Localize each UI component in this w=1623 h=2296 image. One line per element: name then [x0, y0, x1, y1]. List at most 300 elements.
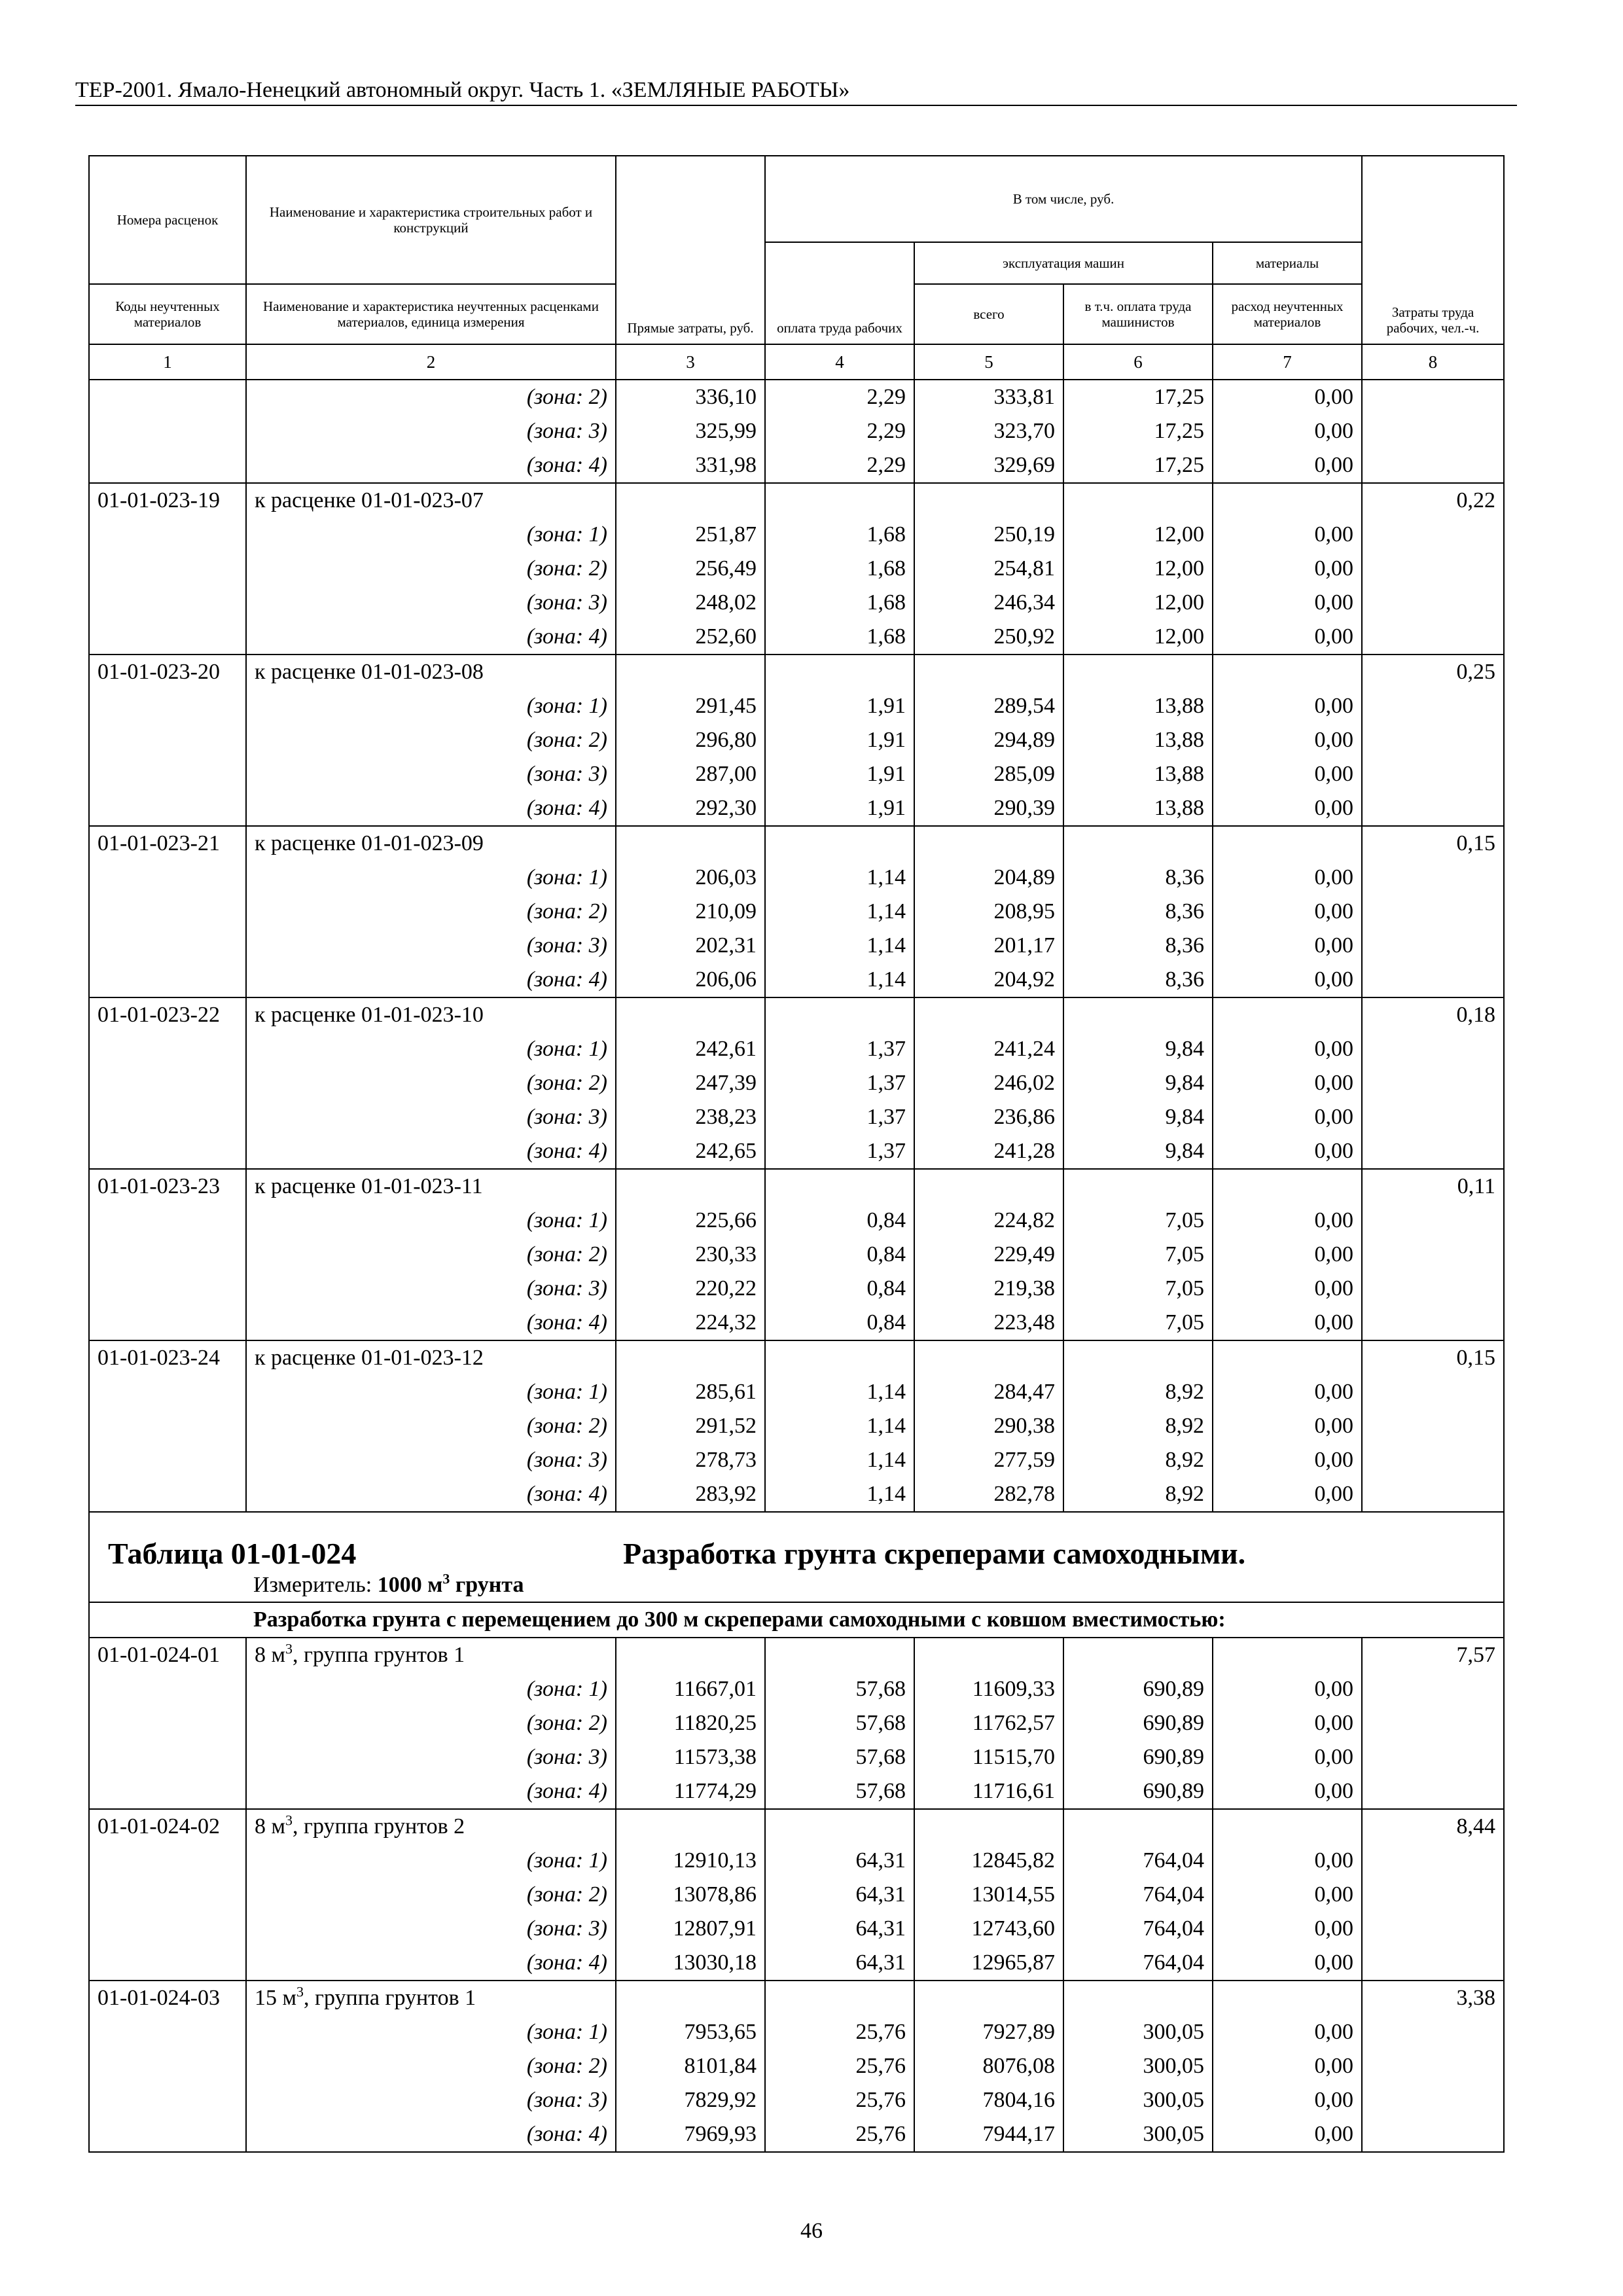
- measure-value: [378, 1573, 524, 1597]
- empty-cell: [1362, 1706, 1504, 1740]
- empty-cell: [914, 1169, 1063, 1204]
- zone-label: (зона: 1): [246, 689, 616, 723]
- direct-costs-value: 202,31: [616, 929, 765, 963]
- machinists-value: 12,00: [1063, 552, 1213, 586]
- empty-cell: [765, 1169, 914, 1204]
- wages-value: 1,14: [765, 929, 914, 963]
- zone-row: [89, 1238, 1504, 1272]
- materials-value: 0,00: [1213, 552, 1362, 586]
- machines-value: 290,39: [914, 791, 1063, 826]
- zone-row: [89, 1032, 1504, 1066]
- rate-name-text: 15 м: [255, 1986, 297, 2010]
- labor-cost: 3,38: [1362, 1981, 1504, 2015]
- machinists-value: 300,05: [1063, 2015, 1213, 2049]
- machinists-value: 764,04: [1063, 1912, 1213, 1946]
- empty-cell: [914, 483, 1063, 518]
- materials-value: 0,00: [1213, 963, 1362, 997]
- header-name-work: Наименование и характеристика строительных работ и конструкций: [246, 156, 616, 284]
- zone-label: (зона: 3): [246, 1100, 616, 1134]
- machines-value: 219,38: [914, 1272, 1063, 1306]
- empty-cell: [89, 1774, 246, 1809]
- empty-cell: [1362, 1443, 1504, 1477]
- empty-cell: [89, 1409, 246, 1443]
- page-number: 46: [800, 2219, 823, 2243]
- direct-costs-value: 251,87: [616, 518, 765, 552]
- zone-row: [89, 1706, 1504, 1740]
- empty-cell: [89, 1306, 246, 1340]
- empty-cell: [616, 826, 765, 861]
- empty-cell: [765, 1638, 914, 1672]
- materials-value: 0,00: [1213, 929, 1362, 963]
- wages-value: 57,68: [765, 1740, 914, 1774]
- empty-cell: [1362, 2015, 1504, 2049]
- rate-row: [89, 1981, 1504, 2015]
- materials-value: 0,00: [1213, 791, 1362, 826]
- machines-value: 241,28: [914, 1134, 1063, 1169]
- machines-value: 284,47: [914, 1375, 1063, 1409]
- header-labor: Затраты труда рабочих, чел.-ч.: [1362, 156, 1504, 344]
- materials-value: 0,00: [1213, 1238, 1362, 1272]
- rates-table-body: [89, 156, 1504, 2152]
- empty-cell: [89, 723, 246, 757]
- machines-value: 7927,89: [914, 2015, 1063, 2049]
- rate-name: к расценке 01-01-023-12: [246, 1340, 616, 1375]
- direct-costs-value: 242,65: [616, 1134, 765, 1169]
- rate-name: к расценке 01-01-023-08: [246, 655, 616, 689]
- column-number-5: 5: [914, 344, 1063, 380]
- zone-label: (зона: 3): [246, 1443, 616, 1477]
- direct-costs-value: 13030,18: [616, 1946, 765, 1981]
- wages-value: 1,14: [765, 1477, 914, 1512]
- materials-value: 0,00: [1213, 518, 1362, 552]
- zone-label: (зона: 1): [246, 518, 616, 552]
- empty-cell: [1213, 1340, 1362, 1375]
- empty-cell: [1362, 861, 1504, 895]
- direct-costs-value: 291,52: [616, 1409, 765, 1443]
- materials-value: 0,00: [1213, 2117, 1362, 2152]
- materials-value: 0,00: [1213, 1844, 1362, 1878]
- empty-cell: [1063, 483, 1213, 518]
- rate-code: 01-01-023-23: [89, 1169, 246, 1204]
- empty-cell: [89, 1375, 246, 1409]
- zone-row: [89, 1100, 1504, 1134]
- labor-cost: 0,18: [1362, 997, 1504, 1032]
- table-title-row: [89, 1512, 1504, 1571]
- empty-cell: [89, 1740, 246, 1774]
- direct-costs-value: 11774,29: [616, 1774, 765, 1809]
- empty-cell: [1362, 757, 1504, 791]
- empty-cell: [89, 552, 246, 586]
- column-numbers-row: [89, 344, 1504, 380]
- empty-cell: [89, 1272, 246, 1306]
- empty-cell: [1063, 1169, 1213, 1204]
- machines-value: 246,34: [914, 586, 1063, 620]
- materials-value: 0,00: [1213, 620, 1362, 655]
- empty-cell: [1362, 552, 1504, 586]
- zone-label: (зона: 1): [246, 1204, 616, 1238]
- empty-cell: [1362, 414, 1504, 448]
- zone-label: (зона: 2): [246, 552, 616, 586]
- empty-cell: [1213, 1169, 1362, 1204]
- rate-name: к расценке 01-01-023-10: [246, 997, 616, 1032]
- zone-row: [89, 414, 1504, 448]
- rate-name: [246, 1638, 616, 1672]
- empty-cell: [89, 1706, 246, 1740]
- direct-costs-value: 296,80: [616, 723, 765, 757]
- zone-row: [89, 1946, 1504, 1981]
- empty-cell: [1213, 1638, 1362, 1672]
- empty-cell: [89, 895, 246, 929]
- column-number-2: 2: [246, 344, 616, 380]
- machines-value: 8076,08: [914, 2049, 1063, 2083]
- empty-cell: [1362, 2083, 1504, 2117]
- rate-code: 01-01-023-21: [89, 826, 246, 861]
- direct-costs-value: 331,98: [616, 448, 765, 483]
- direct-costs-value: 12807,91: [616, 1912, 765, 1946]
- direct-costs-value: 224,32: [616, 1306, 765, 1340]
- empty-cell: [1362, 1844, 1504, 1878]
- zone-label: (зона: 4): [246, 791, 616, 826]
- header-machines: эксплуатация машин: [914, 242, 1213, 284]
- empty-cell: [616, 483, 765, 518]
- machinists-value: 8,92: [1063, 1443, 1213, 1477]
- empty-cell: [616, 1340, 765, 1375]
- zone-label: (зона: 2): [246, 2049, 616, 2083]
- machines-value: 204,92: [914, 963, 1063, 997]
- machines-value: 254,81: [914, 552, 1063, 586]
- zone-label: (зона: 2): [246, 723, 616, 757]
- machinists-value: 690,89: [1063, 1774, 1213, 1809]
- zone-row: [89, 1134, 1504, 1169]
- empty-cell: [1213, 997, 1362, 1032]
- empty-cell: [89, 1134, 246, 1169]
- wages-value: 25,76: [765, 2015, 914, 2049]
- wages-value: 1,37: [765, 1032, 914, 1066]
- direct-costs-value: 287,00: [616, 757, 765, 791]
- empty-cell: [914, 1340, 1063, 1375]
- zone-label: (зона: 3): [246, 1740, 616, 1774]
- wages-value: 64,31: [765, 1844, 914, 1878]
- zone-label: (зона: 4): [246, 1306, 616, 1340]
- zone-label: (зона: 4): [246, 448, 616, 483]
- direct-costs-value: 11667,01: [616, 1672, 765, 1706]
- direct-costs-value: 230,33: [616, 1238, 765, 1272]
- empty-cell: [1362, 791, 1504, 826]
- empty-cell: [616, 1981, 765, 2015]
- machines-value: 277,59: [914, 1443, 1063, 1477]
- empty-cell: [765, 826, 914, 861]
- zone-label: (зона: 1): [246, 1672, 616, 1706]
- materials-value: 0,00: [1213, 1375, 1362, 1409]
- direct-costs-value: 285,61: [616, 1375, 765, 1409]
- machinists-value: 7,05: [1063, 1238, 1213, 1272]
- table-subtitle: Разработка грунта с перемещением до 300 м скреперами самоходными с ковшом вместимостью:: [89, 1602, 1504, 1638]
- materials-value: 0,00: [1213, 586, 1362, 620]
- direct-costs-value: 256,49: [616, 552, 765, 586]
- empty-cell: [1362, 1477, 1504, 1512]
- direct-costs-value: 283,92: [616, 1477, 765, 1512]
- labor-cost: 7,57: [1362, 1638, 1504, 1672]
- empty-cell: [616, 997, 765, 1032]
- zone-label: (зона: 1): [246, 1032, 616, 1066]
- machinists-value: 8,36: [1063, 861, 1213, 895]
- measure-row: [89, 1571, 1504, 1602]
- empty-cell: [89, 861, 246, 895]
- table-title-cell: [89, 1512, 1504, 1571]
- zone-label: (зона: 4): [246, 2117, 616, 2152]
- empty-cell: [1213, 1981, 1362, 2015]
- wages-value: 2,29: [765, 380, 914, 414]
- zone-row: [89, 2015, 1504, 2049]
- empty-cell: [1063, 997, 1213, 1032]
- wages-value: 1,37: [765, 1100, 914, 1134]
- column-number-7: 7: [1213, 344, 1362, 380]
- empty-cell: [89, 689, 246, 723]
- rate-code: 01-01-024-01: [89, 1638, 246, 1672]
- empty-cell: [1362, 620, 1504, 655]
- labor-cost: 0,25: [1362, 655, 1504, 689]
- direct-costs-value: 238,23: [616, 1100, 765, 1134]
- machinists-value: 8,92: [1063, 1409, 1213, 1443]
- rate-row: [89, 1638, 1504, 1672]
- direct-costs-value: 248,02: [616, 586, 765, 620]
- zone-row: [89, 620, 1504, 655]
- wages-value: 0,84: [765, 1306, 914, 1340]
- direct-costs-value: 336,10: [616, 380, 765, 414]
- wages-value: 64,31: [765, 1878, 914, 1912]
- labor-cost: 0,11: [1362, 1169, 1504, 1204]
- zone-label: (зона: 3): [246, 586, 616, 620]
- measure-superscript: 3: [442, 1571, 450, 1587]
- empty-cell: [1362, 1134, 1504, 1169]
- machinists-value: 9,84: [1063, 1032, 1213, 1066]
- empty-cell: [1213, 483, 1362, 518]
- materials-value: 0,00: [1213, 1774, 1362, 1809]
- empty-cell: [1362, 586, 1504, 620]
- machinists-value: 300,05: [1063, 2083, 1213, 2117]
- empty-cell: [1362, 1912, 1504, 1946]
- materials-value: 0,00: [1213, 1740, 1362, 1774]
- zone-label: (зона: 2): [246, 1066, 616, 1100]
- materials-value: 0,00: [1213, 1477, 1362, 1512]
- empty-cell: [914, 826, 1063, 861]
- machinists-value: 9,84: [1063, 1066, 1213, 1100]
- rate-row: [89, 997, 1504, 1032]
- materials-value: 0,00: [1213, 380, 1362, 414]
- zone-row: [89, 791, 1504, 826]
- header-name-materials: Наименование и характеристика неучтенных расценками материалов, единица измерения: [246, 284, 616, 344]
- wages-value: 1,91: [765, 689, 914, 723]
- table-section-title: Разработка грунта скреперами самоходными.: [623, 1537, 1246, 1570]
- wages-value: 1,37: [765, 1066, 914, 1100]
- direct-costs-value: 325,99: [616, 414, 765, 448]
- empty-cell: [89, 1066, 246, 1100]
- empty-cell: [89, 2049, 246, 2083]
- zone-row: [89, 929, 1504, 963]
- empty-cell: [89, 414, 246, 448]
- empty-cell: [1063, 1981, 1213, 2015]
- empty-cell: [89, 1946, 246, 1981]
- zone-label: (зона: 2): [246, 380, 616, 414]
- rate-name: [246, 1981, 616, 2015]
- machines-value: 333,81: [914, 380, 1063, 414]
- empty-cell: [765, 997, 914, 1032]
- empty-cell: [89, 2083, 246, 2117]
- zone-row: [89, 2083, 1504, 2117]
- empty-cell: [914, 1809, 1063, 1844]
- rate-name-text: 8 м: [255, 1814, 286, 1839]
- materials-value: 0,00: [1213, 1100, 1362, 1134]
- wages-value: 57,68: [765, 1672, 914, 1706]
- empty-cell: [1063, 1340, 1213, 1375]
- empty-cell: [914, 1981, 1063, 2015]
- rate-code: 01-01-024-02: [89, 1809, 246, 1844]
- wages-value: 1,68: [765, 586, 914, 620]
- column-number-8: 8: [1362, 344, 1504, 380]
- zone-row: [89, 1477, 1504, 1512]
- direct-costs-value: 11820,25: [616, 1706, 765, 1740]
- direct-costs-value: 7969,93: [616, 2117, 765, 2152]
- measure-cell: [89, 1571, 1504, 1602]
- rates-table-wrapper: [88, 155, 1503, 2153]
- table-number-title: Таблица 01-01-024: [108, 1537, 357, 1570]
- materials-value: 0,00: [1213, 1272, 1362, 1306]
- empty-cell: [1362, 1672, 1504, 1706]
- measure-value-text: 1000 м: [377, 1573, 443, 1597]
- materials-value: 0,00: [1213, 2049, 1362, 2083]
- empty-cell: [1063, 655, 1213, 689]
- materials-value: 0,00: [1213, 723, 1362, 757]
- machinists-value: 12,00: [1063, 586, 1213, 620]
- wages-value: 1,91: [765, 791, 914, 826]
- materials-value: 0,00: [1213, 861, 1362, 895]
- zone-row: [89, 1066, 1504, 1100]
- empty-cell: [89, 586, 246, 620]
- zone-label: (зона: 1): [246, 861, 616, 895]
- empty-cell: [1362, 2049, 1504, 2083]
- empty-cell: [1362, 689, 1504, 723]
- zone-row: [89, 552, 1504, 586]
- zone-row: [89, 518, 1504, 552]
- direct-costs-value: 7953,65: [616, 2015, 765, 2049]
- machinists-value: 8,36: [1063, 929, 1213, 963]
- empty-cell: [89, 2015, 246, 2049]
- zone-row: [89, 2049, 1504, 2083]
- zone-label: (зона: 2): [246, 1706, 616, 1740]
- direct-costs-value: 292,30: [616, 791, 765, 826]
- machinists-value: 17,25: [1063, 414, 1213, 448]
- empty-cell: [89, 1672, 246, 1706]
- empty-cell: [1063, 1809, 1213, 1844]
- wages-value: 25,76: [765, 2117, 914, 2152]
- empty-cell: [1362, 1066, 1504, 1100]
- direct-costs-value: 247,39: [616, 1066, 765, 1100]
- wages-value: 1,68: [765, 620, 914, 655]
- direct-costs-value: 206,06: [616, 963, 765, 997]
- zone-row: [89, 2117, 1504, 2152]
- zone-row: [89, 963, 1504, 997]
- wages-value: 1,68: [765, 518, 914, 552]
- rate-name-text-suffix: , группа грунтов 1: [304, 1986, 476, 2010]
- rate-name-superscript: 3: [296, 1983, 304, 2000]
- rate-row: [89, 483, 1504, 518]
- zone-row: [89, 1844, 1504, 1878]
- machines-value: 208,95: [914, 895, 1063, 929]
- empty-cell: [1362, 1032, 1504, 1066]
- header-machines-total: всего: [914, 284, 1063, 344]
- direct-costs-value: 210,09: [616, 895, 765, 929]
- machinists-value: 7,05: [1063, 1272, 1213, 1306]
- rate-name-text-suffix: , группа грунтов 2: [293, 1814, 465, 1839]
- machines-value: 323,70: [914, 414, 1063, 448]
- wages-value: 1,14: [765, 895, 914, 929]
- zone-label: (зона: 3): [246, 1912, 616, 1946]
- column-number-1: 1: [89, 344, 246, 380]
- machines-value: 282,78: [914, 1477, 1063, 1512]
- zone-label: (зона: 4): [246, 1774, 616, 1809]
- empty-cell: [1362, 963, 1504, 997]
- wages-value: 1,14: [765, 861, 914, 895]
- empty-cell: [1362, 895, 1504, 929]
- rate-code: 01-01-023-22: [89, 997, 246, 1032]
- labor-cost: 0,15: [1362, 826, 1504, 861]
- zone-label: (зона: 2): [246, 895, 616, 929]
- zone-row: [89, 689, 1504, 723]
- direct-costs-value: 7829,92: [616, 2083, 765, 2117]
- header-including: В том числе, руб.: [765, 156, 1362, 242]
- machinists-value: 300,05: [1063, 2117, 1213, 2152]
- machines-value: 241,24: [914, 1032, 1063, 1066]
- rate-name-text: 8 м: [255, 1643, 286, 1667]
- empty-cell: [765, 655, 914, 689]
- machinists-value: 8,92: [1063, 1477, 1213, 1512]
- wages-value: 0,84: [765, 1204, 914, 1238]
- zone-row: [89, 380, 1504, 414]
- zone-row: [89, 1375, 1504, 1409]
- zone-row: [89, 723, 1504, 757]
- direct-costs-value: 13078,86: [616, 1878, 765, 1912]
- machinists-value: 17,25: [1063, 448, 1213, 483]
- empty-cell: [89, 757, 246, 791]
- empty-cell: [89, 1844, 246, 1878]
- machinists-value: 17,25: [1063, 380, 1213, 414]
- materials-value: 0,00: [1213, 1409, 1362, 1443]
- zone-label: (зона: 4): [246, 1946, 616, 1981]
- machines-value: 289,54: [914, 689, 1063, 723]
- empty-cell: [1362, 448, 1504, 483]
- materials-value: 0,00: [1213, 1443, 1362, 1477]
- materials-value: 0,00: [1213, 757, 1362, 791]
- zone-row: [89, 448, 1504, 483]
- machines-value: 12845,82: [914, 1844, 1063, 1878]
- direct-costs-value: 11573,38: [616, 1740, 765, 1774]
- zone-label: (зона: 3): [246, 929, 616, 963]
- machines-value: 11609,33: [914, 1672, 1063, 1706]
- empty-cell: [1362, 1774, 1504, 1809]
- zone-row: [89, 1443, 1504, 1477]
- empty-cell: [1362, 1878, 1504, 1912]
- machinists-value: 7,05: [1063, 1204, 1213, 1238]
- materials-value: 0,00: [1213, 1134, 1362, 1169]
- machinists-value: 690,89: [1063, 1740, 1213, 1774]
- empty-cell: [1362, 1740, 1504, 1774]
- table-subtitle-row: [89, 1602, 1504, 1638]
- empty-cell: [1362, 1238, 1504, 1272]
- empty-cell: [1213, 826, 1362, 861]
- header-direct-costs: Прямые затраты, руб.: [616, 156, 765, 344]
- machines-value: 250,92: [914, 620, 1063, 655]
- wages-value: 1,14: [765, 1375, 914, 1409]
